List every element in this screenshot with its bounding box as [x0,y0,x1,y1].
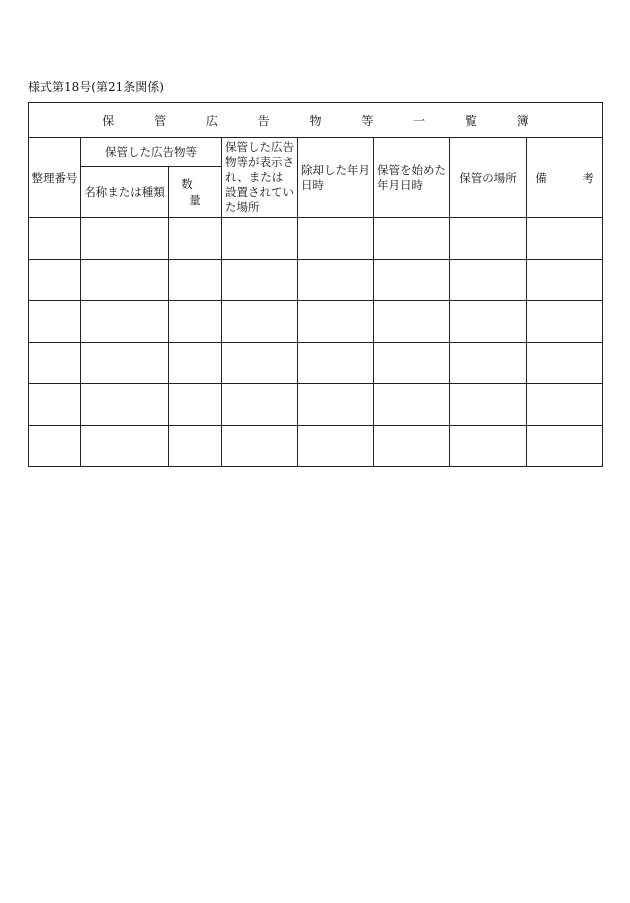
table-cell [222,384,298,426]
table-cell [169,342,222,384]
header-storage-start-datetime: 保管を始めた年月日時 [374,138,450,218]
table-cell [527,425,603,467]
table-cell [222,259,298,301]
table-cell [29,342,81,384]
table-cell [81,342,169,384]
header-display-place: 保管した広告物等が表示され、または設置されていた場所 [222,138,298,218]
table-cell [81,218,169,260]
table-cell [81,259,169,301]
title-row [29,103,603,138]
table-cell [527,342,603,384]
table-cell [29,425,81,467]
table-row [29,259,603,301]
table-cell [374,384,450,426]
table-cell [298,301,374,343]
table-cell [222,301,298,343]
table-cell [450,384,527,426]
table-cell [374,342,450,384]
table-cell [298,342,374,384]
table-cell [169,259,222,301]
table-cell [169,301,222,343]
table-cell [450,301,527,343]
table-cell [298,425,374,467]
table-cell [81,425,169,467]
table-cell [81,301,169,343]
table-cell [374,301,450,343]
table-cell [29,384,81,426]
table-cell [450,259,527,301]
table-cell [298,259,374,301]
storage-register-table [28,102,610,467]
table-cell [222,218,298,260]
header-removal-datetime: 除却した年月日時 [298,138,374,218]
table-row [29,342,603,384]
table-cell [222,425,298,467]
table-row [29,384,603,426]
table-cell [29,218,81,260]
table-cell [298,384,374,426]
table-row [29,301,603,343]
header-remarks: 備 考 [527,138,603,218]
table-cell [450,425,527,467]
form-number-label: 様式第18号(第21条関係) [28,80,164,94]
table-cell [29,259,81,301]
table-cell [450,342,527,384]
table-cell [450,218,527,260]
header-row-1 [29,138,603,167]
header-stored-items: 保管した広告物等 [81,138,222,167]
header-name-or-type: 名称または種類 [81,166,169,217]
empty-rows [29,218,603,467]
table-title: 保 管 広 告 物 等 一 覧 簿 [29,103,603,138]
table-cell [169,218,222,260]
table-cell [374,259,450,301]
header-storage-place: 保管の場所 [450,138,527,218]
header-number: 整理番号 [29,138,81,218]
table-row [29,218,603,260]
table-cell [527,301,603,343]
table-row [29,425,603,467]
table-cell [169,384,222,426]
table-cell [374,425,450,467]
table-cell [298,218,374,260]
table-cell [527,218,603,260]
table-cell [222,342,298,384]
table-cell [81,384,169,426]
table-cell [169,425,222,467]
table-cell [527,259,603,301]
table-cell [527,384,603,426]
table-cell [29,301,81,343]
header-quantity: 数 量 [169,166,222,217]
table-cell [374,218,450,260]
